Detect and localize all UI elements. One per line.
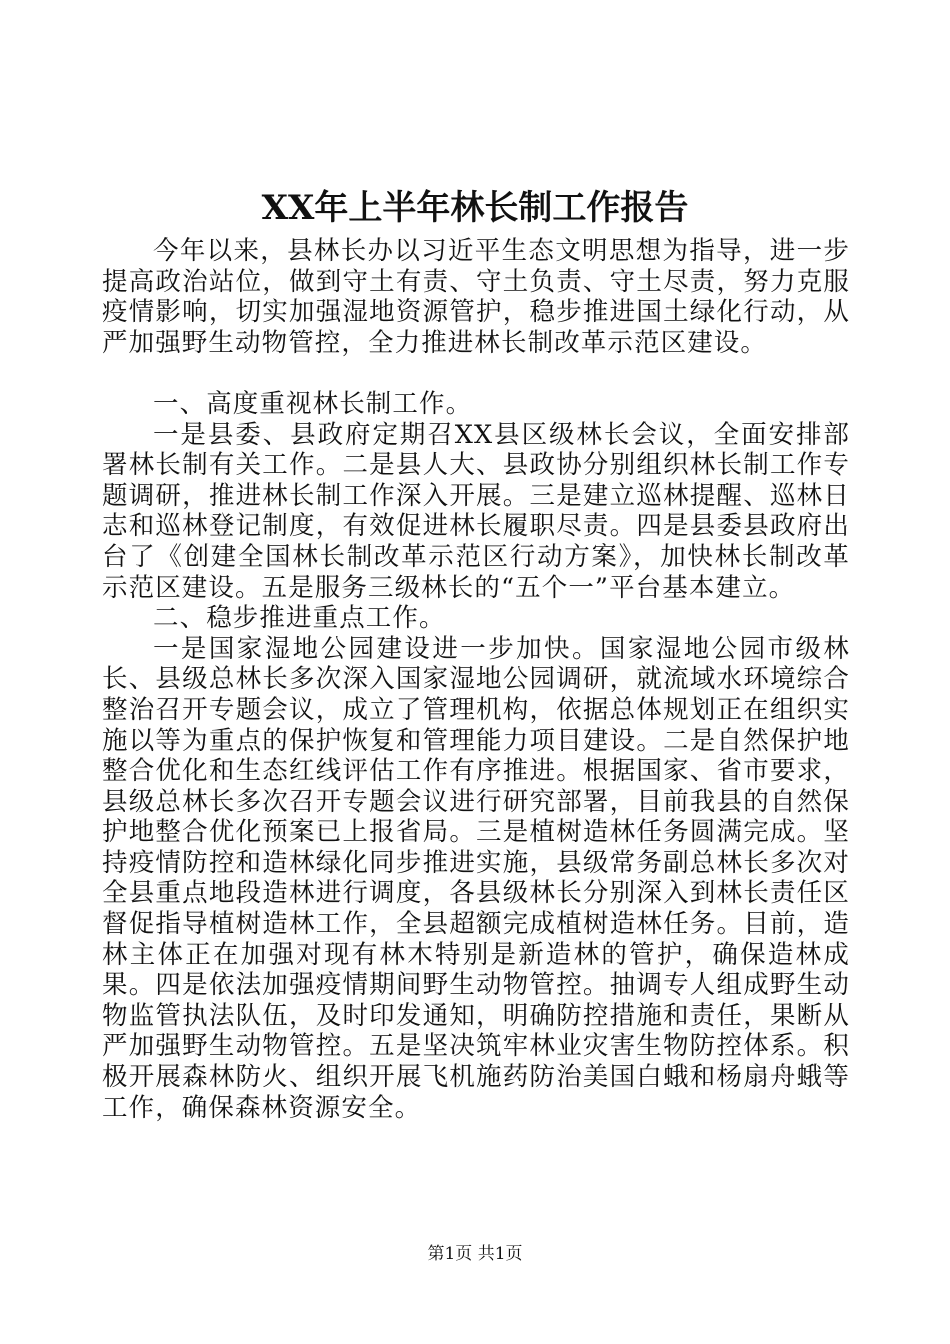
section-2-paragraph: 一是国家湿地公园建设进一步加快。国家湿地公园市级林长、县级总林长多次深入国家湿地公园调研，就流域水环境综合整治召开专题会议，成立了管理机构，依据总体规划正在组织实施以等为重点的保护恢复和管理能力项目建设。二是自然保护地整合优化和生态红线评估工作有序推进。根据国家、省市要求，县级总林长多次召开专题会议进行研究部署，目前我县的自然保护地整合优化预案已上报省局。三是植树造林任务圆满完成。坚持疫情防控和造林绿化同步推进实施，县级常务副总林长多次对全县重点地段造林进行调度，各县级林长分别深入到林长责任区督促指导植树造林工作，全县超额完成植树造林任务。目前，造林主体正在加强对现有林木特别是新造林的管护，确保造林成果。四是依法加强疫情期间野生动物管控。抽调专人组成野生动物监管执法队伍，及时印发通知，明确防控措施和责任，果断从严加强野生动物管控。五是坚决筑牢林业灾害生物防控体系。积极开展森林防火、组织开展飞机施药防治美国白蛾和杨扇舟蛾等工作，确保森林资源安全。: [102, 633, 850, 1123]
document-title: XX年上半年林长制工作报告: [261, 188, 689, 228]
intro-paragraph: 今年以来，县林长办以习近平生态文明思想为指导，进一步提高政治站位，做到守土有责、守土负责、守土尽责，努力克服疫情影响，切实加强湿地资源管护，稳步推进国土绿化行动，从严加强野生动物管控，全力推进林长制改革示范区建设。: [102, 236, 850, 358]
section-1-paragraph: 一是县委、县政府定期召XX县区级林长会议，全面安排部署林长制有关工作。二是县人大、县政协分别组织林长制工作专题调研，推进林长制工作深入开展。三是建立巡林提醒、巡林日志和巡林登记制度，有效促进林长履职尽责。四是县委县政府出台了《创建全国林长制改革示范区行动方案》，加快林长制改革示范区建设。五是服务三级林长的“五个一”平台基本建立。: [102, 419, 850, 603]
page-number-footer: 第1页 共1页: [427, 1244, 523, 1264]
document-body: [102, 236, 850, 1123]
paragraph-spacer: [102, 358, 850, 389]
section-heading-1: 一、高度重视林长制工作。: [153, 388, 473, 419]
section-heading-2: 二、稳步推进重点工作。: [153, 603, 446, 634]
